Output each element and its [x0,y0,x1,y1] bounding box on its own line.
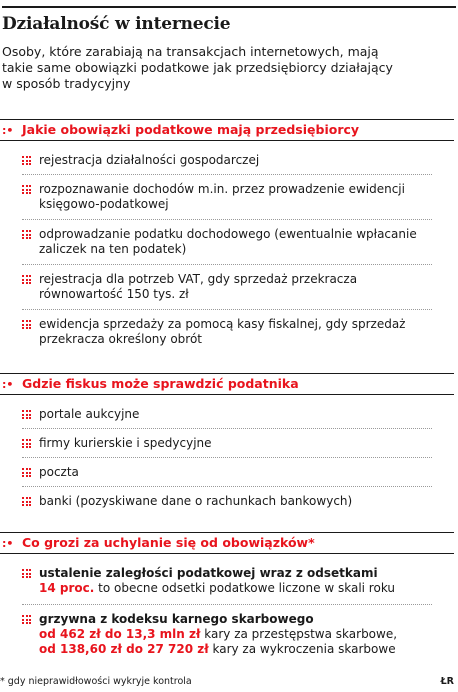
footnote: * gdy nieprawidłowości wykryje kontrola [0,676,192,687]
grid-bullet-icon [22,569,31,578]
lead-line: takie same obowiązki podatkowe jak przedsiębiorcy działający [2,60,393,75]
grid-bullet-icon [22,497,31,506]
section-marker-icon: :• [2,124,14,137]
divider [22,428,432,429]
grid-bullet-icon [22,615,31,624]
list-item: grzywna z kodeksu karnego skarbowego od 462 zł do 13,3 mln zł kary za przestępstwa skarbowe, od 138,60 zł do 27 720 zł kary za wykroczenia skarbowe [22,612,432,657]
list-item: rozpoznawanie dochodów m.in. przez prowadzenie ewidencji księgowo-podatkowej [22,182,432,212]
list-item: poczta [22,465,432,480]
page-title: Działalność w internecie [2,14,231,34]
list-item: firmy kurierskie i spedycyjne [22,436,432,451]
divider [22,264,432,265]
divider [22,219,432,220]
grid-bullet-icon [22,156,31,165]
grid-bullet-icon [22,468,31,477]
grid-bullet-icon [22,185,31,194]
lead-paragraph [2,44,422,92]
list-item: rejestracja działalności gospodarczej [22,153,432,168]
divider [22,309,432,310]
grid-bullet-icon [22,275,31,284]
list-item: portale aukcyjne [22,407,432,422]
section-heading-penalties: :• Co grozi za uchylanie się od obowiązków* [0,532,454,554]
divider [22,486,432,487]
source-credit: ŁR [440,676,454,687]
lead-line: w sposób tradycyjny [2,76,131,91]
list-item: odprowadzanie podatku dochodowego (ewentualnie wpłacanie zaliczek na ten podatek) [22,227,432,257]
lead-line: Osoby, które zarabiają na transakcjach internetowych, mają [2,44,379,59]
divider [22,604,432,605]
section-marker-icon: :• [2,378,14,391]
grid-bullet-icon [22,230,31,239]
list-item: rejestracja dla potrzeb VAT, gdy sprzedaż przekracza równowartość 150 tys. zł [22,272,432,302]
section-heading-tax-office: :• Gdzie fiskus może sprawdzić podatnika [0,373,454,395]
list-item: ewidencja sprzedaży za pomocą kasy fiskalnej, gdy sprzedaż przekracza określony obrót [22,317,432,347]
section-marker-icon: :• [2,537,14,550]
top-rule [2,6,456,8]
grid-bullet-icon [22,320,31,329]
list-item: banki (pozyskiwane dane o rachunkach bankowych) [22,494,432,509]
list-item: ustalenie zaległości podatkowej wraz z odsetkami 14 proc. to obecne odsetki podatkowe liczone w skali roku [22,566,432,596]
divider [22,174,432,175]
grid-bullet-icon [22,410,31,419]
divider [22,457,432,458]
grid-bullet-icon [22,439,31,448]
section-heading-obligations: :• Jakie obowiązki podatkowe mają przedsiębiorcy [0,119,454,141]
